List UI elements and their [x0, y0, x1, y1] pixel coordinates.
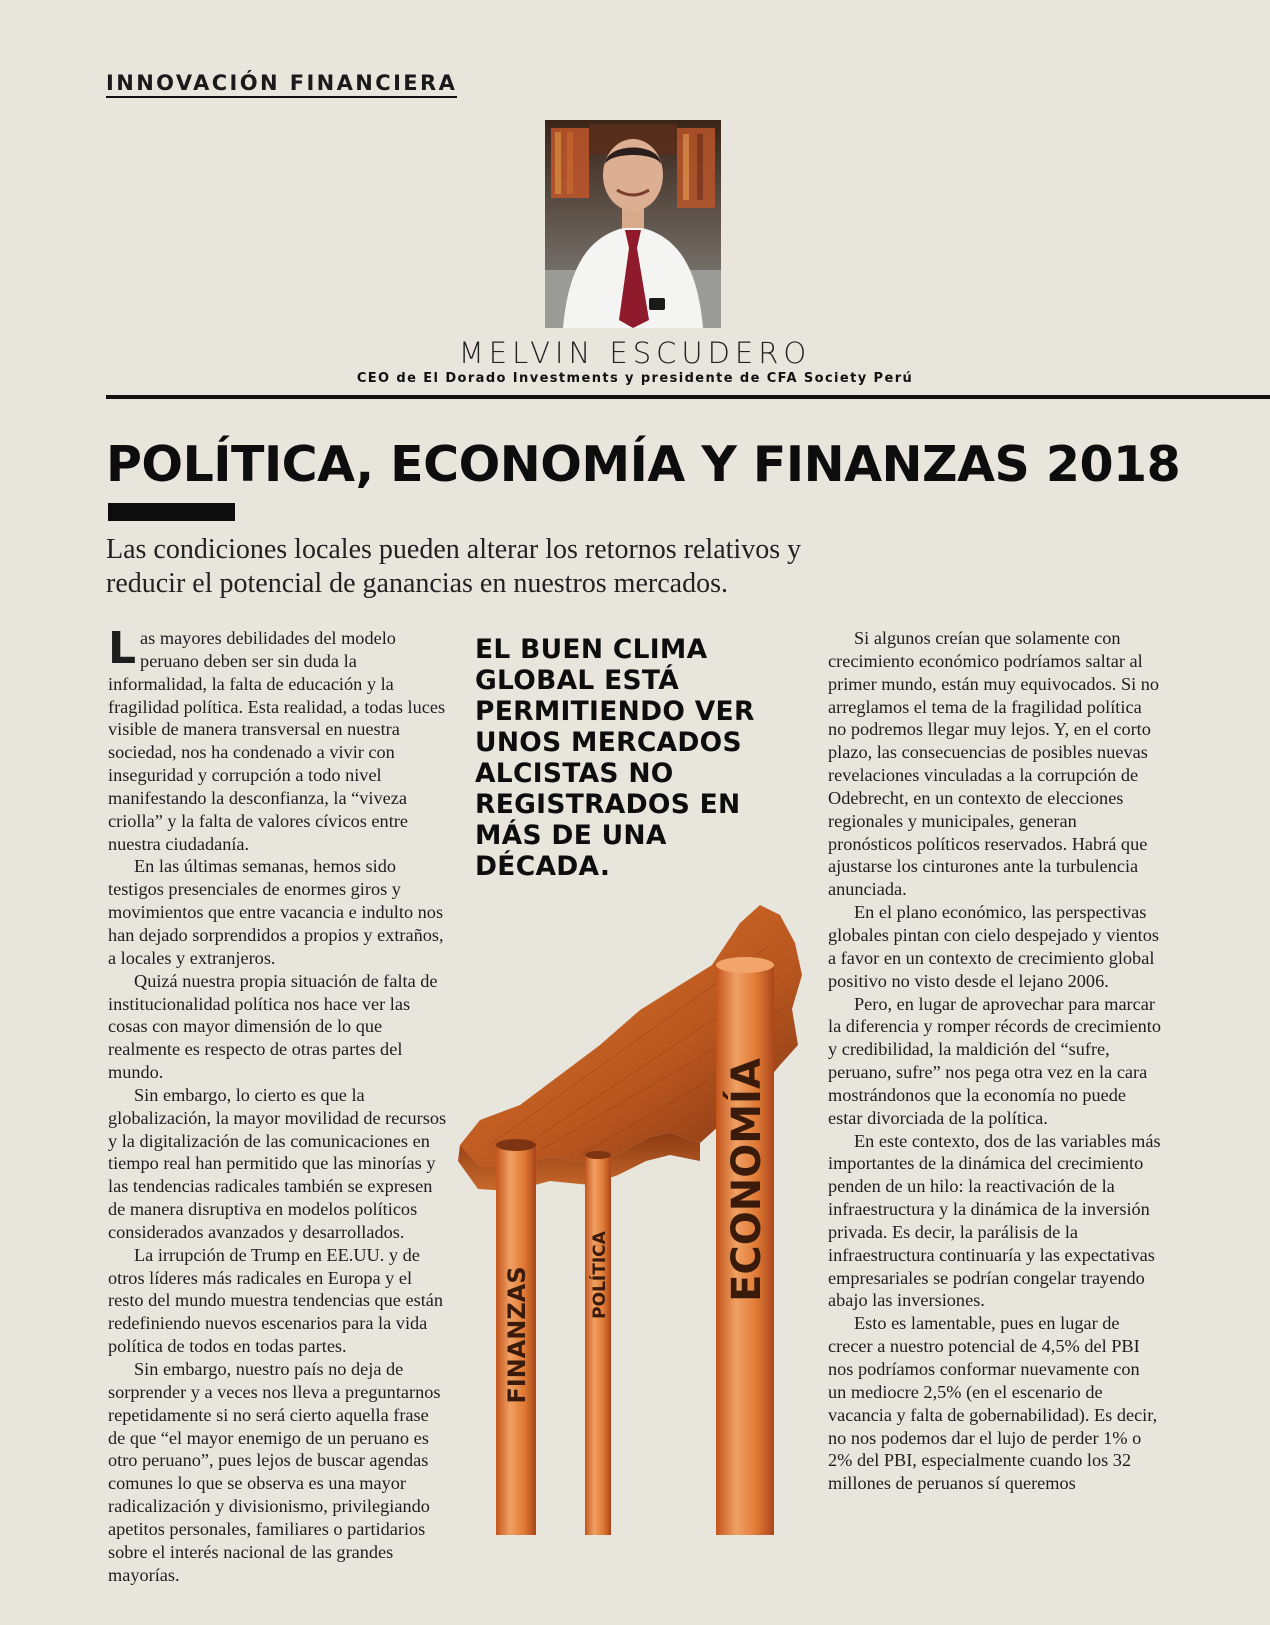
author-name: MELVIN ESCUDERO — [458, 336, 812, 370]
section-label: INNOVACIÓN FINANCIERA — [106, 72, 457, 98]
paragraph: En el plano económico, las perspectivas globales pintan con cielo despejado y vientos a favor en un contexto de crecimiento global positivo no visto desde el lejano 2006. — [828, 902, 1160, 991]
author-photo — [545, 120, 721, 328]
paragraph — [108, 623, 448, 855]
paragraph: Pero, en lugar de aprovechar para marcar la diferencia y romper récords de crecimiento y credibilidad, la maldición del “sufre, peruano, sufre” nos pega otra vez en la cara mostrándonos que la economía no puede estar divorciada de la política. — [828, 993, 1161, 1128]
pillar-label-economia: ECONOMÍA — [724, 1058, 770, 1302]
headline-accent-bar — [108, 503, 235, 521]
paragraph: Sin embargo, nuestro país no deja de sorprender y a veces nos lleva a preguntarnos repetidamente si no será cierto aquella frase de que “el mayor enemigo de un peruano es otro peruano”, pues lejos de buscar agendas comunes lo que se observa es una mayor radicalización y divisionismo, privilegiando apetitos personales, familiares o partidarios sobre el interés nacional de las grandes mayorías. — [108, 1359, 441, 1585]
article-deck: Las condiciones locales pueden alterar los retornos relativos y reducir el potencial de ganancias en nuestros mercados. — [106, 534, 802, 599]
pillar-label-finanzas: FINANZAS — [503, 1266, 531, 1404]
drop-cap: L — [108, 623, 137, 674]
paragraph: Esto es lamentable, pues en lugar de crecer a nuestro potencial de 4,5% del PBI nos podríamos conformar nuevamente con un mediocre 2,5% (en el escenario de vacancia y falta de gobernabilidad). Es decir, no nos podemos dar el lujo de perder 1% o 2% del PBI, especialmente cuando los 32 millones de peruanos sí queremos — [828, 1313, 1158, 1494]
paragraph: Si algunos creían que solamente con crecimiento económico podríamos saltar al primer mundo, están muy equivocados. Si no arreglamos el tema de la fragilidad política no podremos llegar muy lejos. Y, en el corto plazo, las consecuencias de posibles nuevas revelaciones vinculadas a la corrupción de Odebrecht, en un contexto de elecciones regionales y municipales, generan pronósticos políticos reservados. Habrá que ajustarse los cinturones ante la turbulencia anunciada. — [828, 628, 1160, 900]
paragraph: En este contexto, dos de las variables más importantes de la dinámica del crecimiento penden de un hilo: la reactivación de la infraestructura y la dinámica de la inversión privada. Es decir, la parálisis de la infraestructura continuaría y las expectativas empresariales se podrían congelar trayendo abajo las inversiones. — [828, 1130, 1161, 1311]
divider-rule — [106, 395, 1270, 399]
paragraph: Sin embargo, lo cierto es que la globalización, la mayor movilidad de recursos y la digitalización de las comunicaciones en tiempo real han permitido que las minorías y las tendencias radicales también se expresen de manera disruptiva en modelos políticos considerados avanzados y desarrollados. — [108, 1084, 447, 1242]
article-headline: POLÍTICA, ECONOMÍA Y FINANZAS 2018 — [106, 436, 1181, 493]
article-column-left — [108, 623, 448, 1586]
article-column-right — [828, 627, 1162, 1495]
pillar-label-politica: POLÍTICA — [590, 1231, 610, 1319]
paragraph: Quizá nuestra propia situación de falta de institucionalidad política nos hace ver las cosas con mayor dimensión de lo que realmente es respecto de otras partes del mundo. — [108, 970, 438, 1083]
paragraph: En las últimas semanas, hemos sido testigos presenciales de enormes giros y movimientos que entre vacancia e indulto nos han dejado sorprendidos a propios y extraños, a locales y extranjeros. — [108, 856, 444, 968]
paragraph-text: as mayores debilidades del modelo peruano deben ser sin duda la informalidad, la falta de educación y la fragilidad política. Esta realidad, a todas luces visible de manera transversal en nuestra sociedad, nos ha condenado a vivir con inseguridad y corrupción a todo nivel manifestando la desconfianza, la “viveza criolla” y la falta de valores cívicos entre nuestra ciudadanía. — [108, 628, 446, 854]
paragraph: La irrupción de Trump en EE.UU. y de otros líderes más radicales en Europa y el resto del mundo muestra tendencias que están redefiniendo nuevos escenarios para la vida política de todos en todas partes. — [108, 1244, 444, 1357]
pull-quote: EL BUEN CLIMA GLOBAL ESTÁ PERMITIENDO VER UNOS MERCADOS ALCISTAS NO REGISTRADOS EN MÁS DE UNA DÉCADA. — [475, 634, 755, 882]
author-role: CEO de El Dorado Investments y presidente de CFA Society Perú — [356, 371, 914, 386]
pillars-illustration — [450, 905, 810, 1535]
